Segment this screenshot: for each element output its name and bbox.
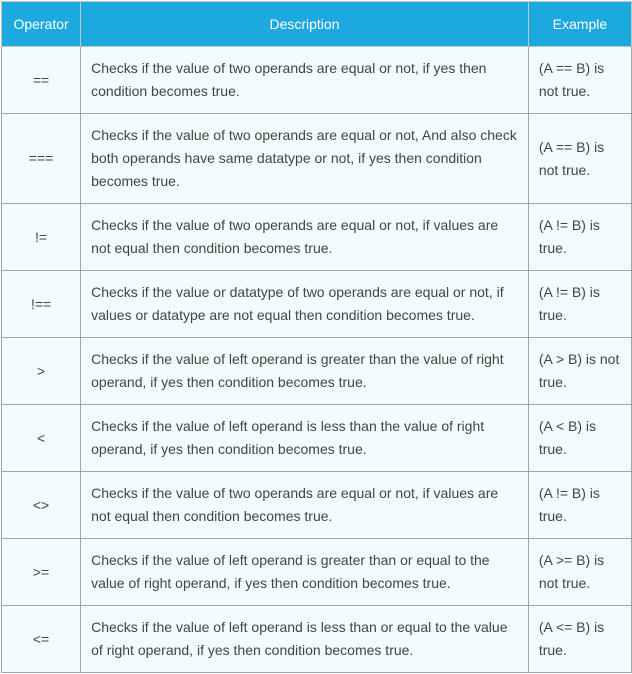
description-cell: Checks if the value of left operand is greater than or equal to the value of right operand, if yes then condition becomes true. (81, 539, 529, 606)
operator-cell: <= (2, 606, 81, 673)
table-row (2, 405, 632, 472)
operator-cell: !== (2, 271, 81, 338)
example-cell: (A >= B) is not true. (528, 539, 631, 606)
header-example: Example (528, 2, 631, 47)
table-row (2, 472, 632, 539)
table-row (2, 606, 632, 673)
table-row (2, 338, 632, 405)
table-row (2, 204, 632, 271)
example-cell: (A == B) is not true. (528, 114, 631, 204)
description-cell: Checks if the value of left operand is greater than the value of right operand, if yes then condition becomes true. (81, 338, 529, 405)
table-body (2, 47, 632, 673)
table-row (2, 271, 632, 338)
operator-cell: != (2, 204, 81, 271)
example-cell: (A != B) is true. (528, 271, 631, 338)
table-row (2, 47, 632, 114)
example-cell: (A > B) is not true. (528, 338, 631, 405)
operator-cell: <> (2, 472, 81, 539)
description-cell: Checks if the value of left operand is less than the value of right operand, if yes then condition becomes true. (81, 405, 529, 472)
example-cell: (A == B) is not true. (528, 47, 631, 114)
example-cell: (A != B) is true. (528, 204, 631, 271)
description-cell: Checks if the value of left operand is less than or equal to the value of right operand, if yes then condition becomes true. (81, 606, 529, 673)
operator-cell: == (2, 47, 81, 114)
operator-cell: >= (2, 539, 81, 606)
header-operator: Operator (2, 2, 81, 47)
operator-cell: < (2, 405, 81, 472)
header-row (2, 2, 632, 47)
table-header (2, 2, 632, 47)
description-cell: Checks if the value or datatype of two operands are equal or not, if values or datatype are not equal then condition becomes true. (81, 271, 529, 338)
example-cell: (A <= B) is true. (528, 606, 631, 673)
operators-table (1, 1, 632, 673)
operator-cell: === (2, 114, 81, 204)
description-cell: Checks if the value of two operands are equal or not, And also check both operands have same datatype or not, if yes then condition becomes true. (81, 114, 529, 204)
header-description: Description (81, 2, 529, 47)
description-cell: Checks if the value of two operands are equal or not, if yes then condition becomes true. (81, 47, 529, 114)
table-row (2, 539, 632, 606)
table-row (2, 114, 632, 204)
description-cell: Checks if the value of two operands are equal or not, if values are not equal then condition becomes true. (81, 472, 529, 539)
example-cell: (A < B) is true. (528, 405, 631, 472)
example-cell: (A != B) is true. (528, 472, 631, 539)
description-cell: Checks if the value of two operands are equal or not, if values are not equal then condition becomes true. (81, 204, 529, 271)
operator-cell: > (2, 338, 81, 405)
